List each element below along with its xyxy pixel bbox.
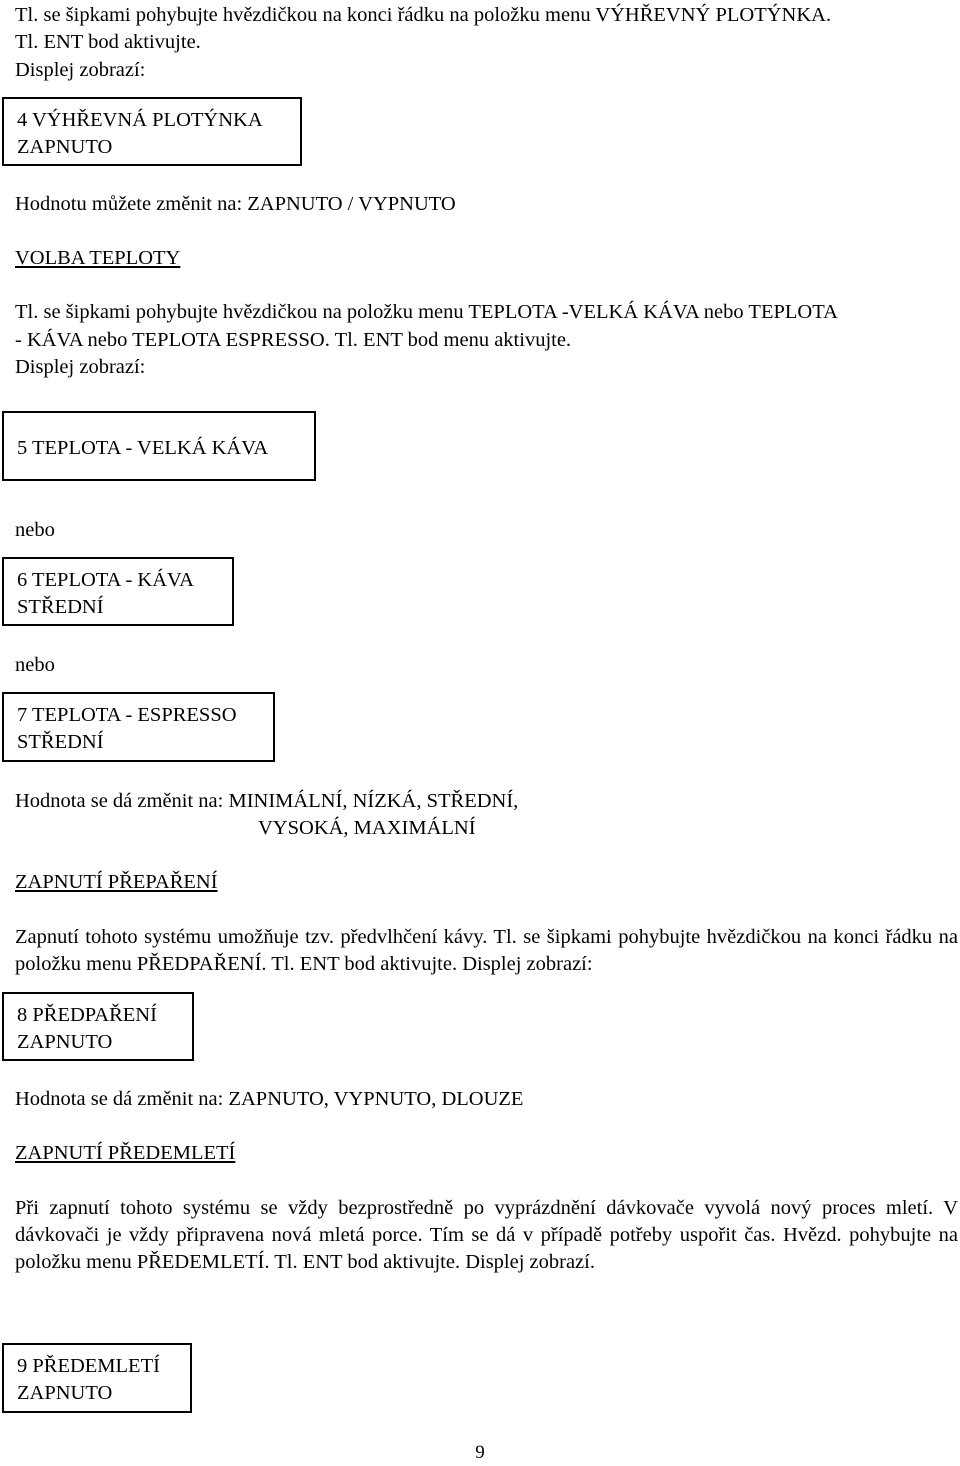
display-box-temp-espresso bbox=[2, 692, 275, 762]
or-separator: nebo bbox=[15, 654, 55, 676]
display-line: ZAPNUTO bbox=[17, 1382, 113, 1404]
display-line: 5 TEPLOTA - VELKÁ KÁVA bbox=[17, 437, 269, 459]
display-box-temp-large-coffee bbox=[2, 411, 316, 481]
instruction-line: Tl. ENT bod aktivujte. bbox=[15, 31, 201, 53]
section-heading-temperature: VOLBA TEPLOTY bbox=[15, 247, 181, 269]
display-line: 7 TEPLOTA - ESPRESSO bbox=[17, 704, 237, 726]
instruction-line: - KÁVA nebo TEPLOTA ESPRESSO. Tl. ENT bod menu aktivujte. bbox=[15, 329, 572, 351]
display-line: 9 PŘEDEMLETÍ bbox=[17, 1355, 160, 1377]
value-options: Hodnota se dá změnit na: ZAPNUTO, VYPNUTO, DLOUZE bbox=[15, 1088, 524, 1110]
display-line: 8 PŘEDPAŘENÍ bbox=[17, 1004, 157, 1026]
display-line: ZAPNUTO bbox=[17, 1031, 113, 1053]
display-line: 6 TEPLOTA - KÁVA bbox=[17, 569, 194, 591]
value-options: Hodnotu můžete změnit na: ZAPNUTO / VYPNUTO bbox=[15, 193, 456, 215]
instruction-line: Tl. se šipkami pohybujte hvězdičkou na konci řádku na položku menu VÝHŘEVNÝ PLOTÝNKA. bbox=[15, 4, 832, 26]
display-line: STŘEDNÍ bbox=[17, 731, 104, 753]
display-line: 4 VÝHŘEVNÁ PLOTÝNKA bbox=[17, 109, 263, 131]
or-separator: nebo bbox=[15, 519, 55, 541]
display-box-pregrind bbox=[2, 1343, 192, 1413]
display-box-heater-plate bbox=[2, 97, 302, 166]
section-heading-preinfusion: ZAPNUTÍ PŘEPAŘENÍ bbox=[15, 871, 218, 893]
display-intro: Displej zobrazí: bbox=[15, 356, 146, 378]
section-heading-pregrind: ZAPNUTÍ PŘEDEMLETÍ bbox=[15, 1142, 236, 1164]
display-line: ZAPNUTO bbox=[17, 136, 113, 158]
display-box-temp-coffee bbox=[2, 557, 234, 626]
display-intro: Displej zobrazí: bbox=[15, 59, 146, 81]
display-line: STŘEDNÍ bbox=[17, 596, 104, 618]
value-options-continued: VYSOKÁ, MAXIMÁLNÍ bbox=[258, 817, 476, 839]
instruction-line: Tl. se šipkami pohybujte hvězdičkou na položku menu TEPLOTA -VELKÁ KÁVA nebo TEPLOTA bbox=[15, 301, 838, 323]
section-body-preinfusion: Zapnutí tohoto systému umožňuje tzv. předvlhčení kávy. Tl. se šipkami pohybujte hvězdičkou na konci řádku na položku menu PŘEDPAŘENÍ. Tl. ENT bod aktivujte. Displej zobrazí: bbox=[15, 926, 958, 975]
value-options: Hodnota se dá změnit na: MINIMÁLNÍ, NÍZKÁ, STŘEDNÍ, bbox=[15, 790, 519, 812]
section-body-pregrind: Při zapnutí tohoto systému se vždy bezprostředně po vyprázdnění dávkovače vyvolá nový proces mletí. V dávkovači je vždy připravena nová mletá porce. Tím se dá v případě potřeby uspořit čas. Hvězd. pohybujte na položku menu PŘEDEMLETÍ. Tl. ENT bod aktivujte. Displej zobrazí. bbox=[15, 1197, 958, 1273]
page-number: 9 bbox=[475, 1442, 485, 1463]
display-box-preinfusion bbox=[2, 992, 194, 1061]
